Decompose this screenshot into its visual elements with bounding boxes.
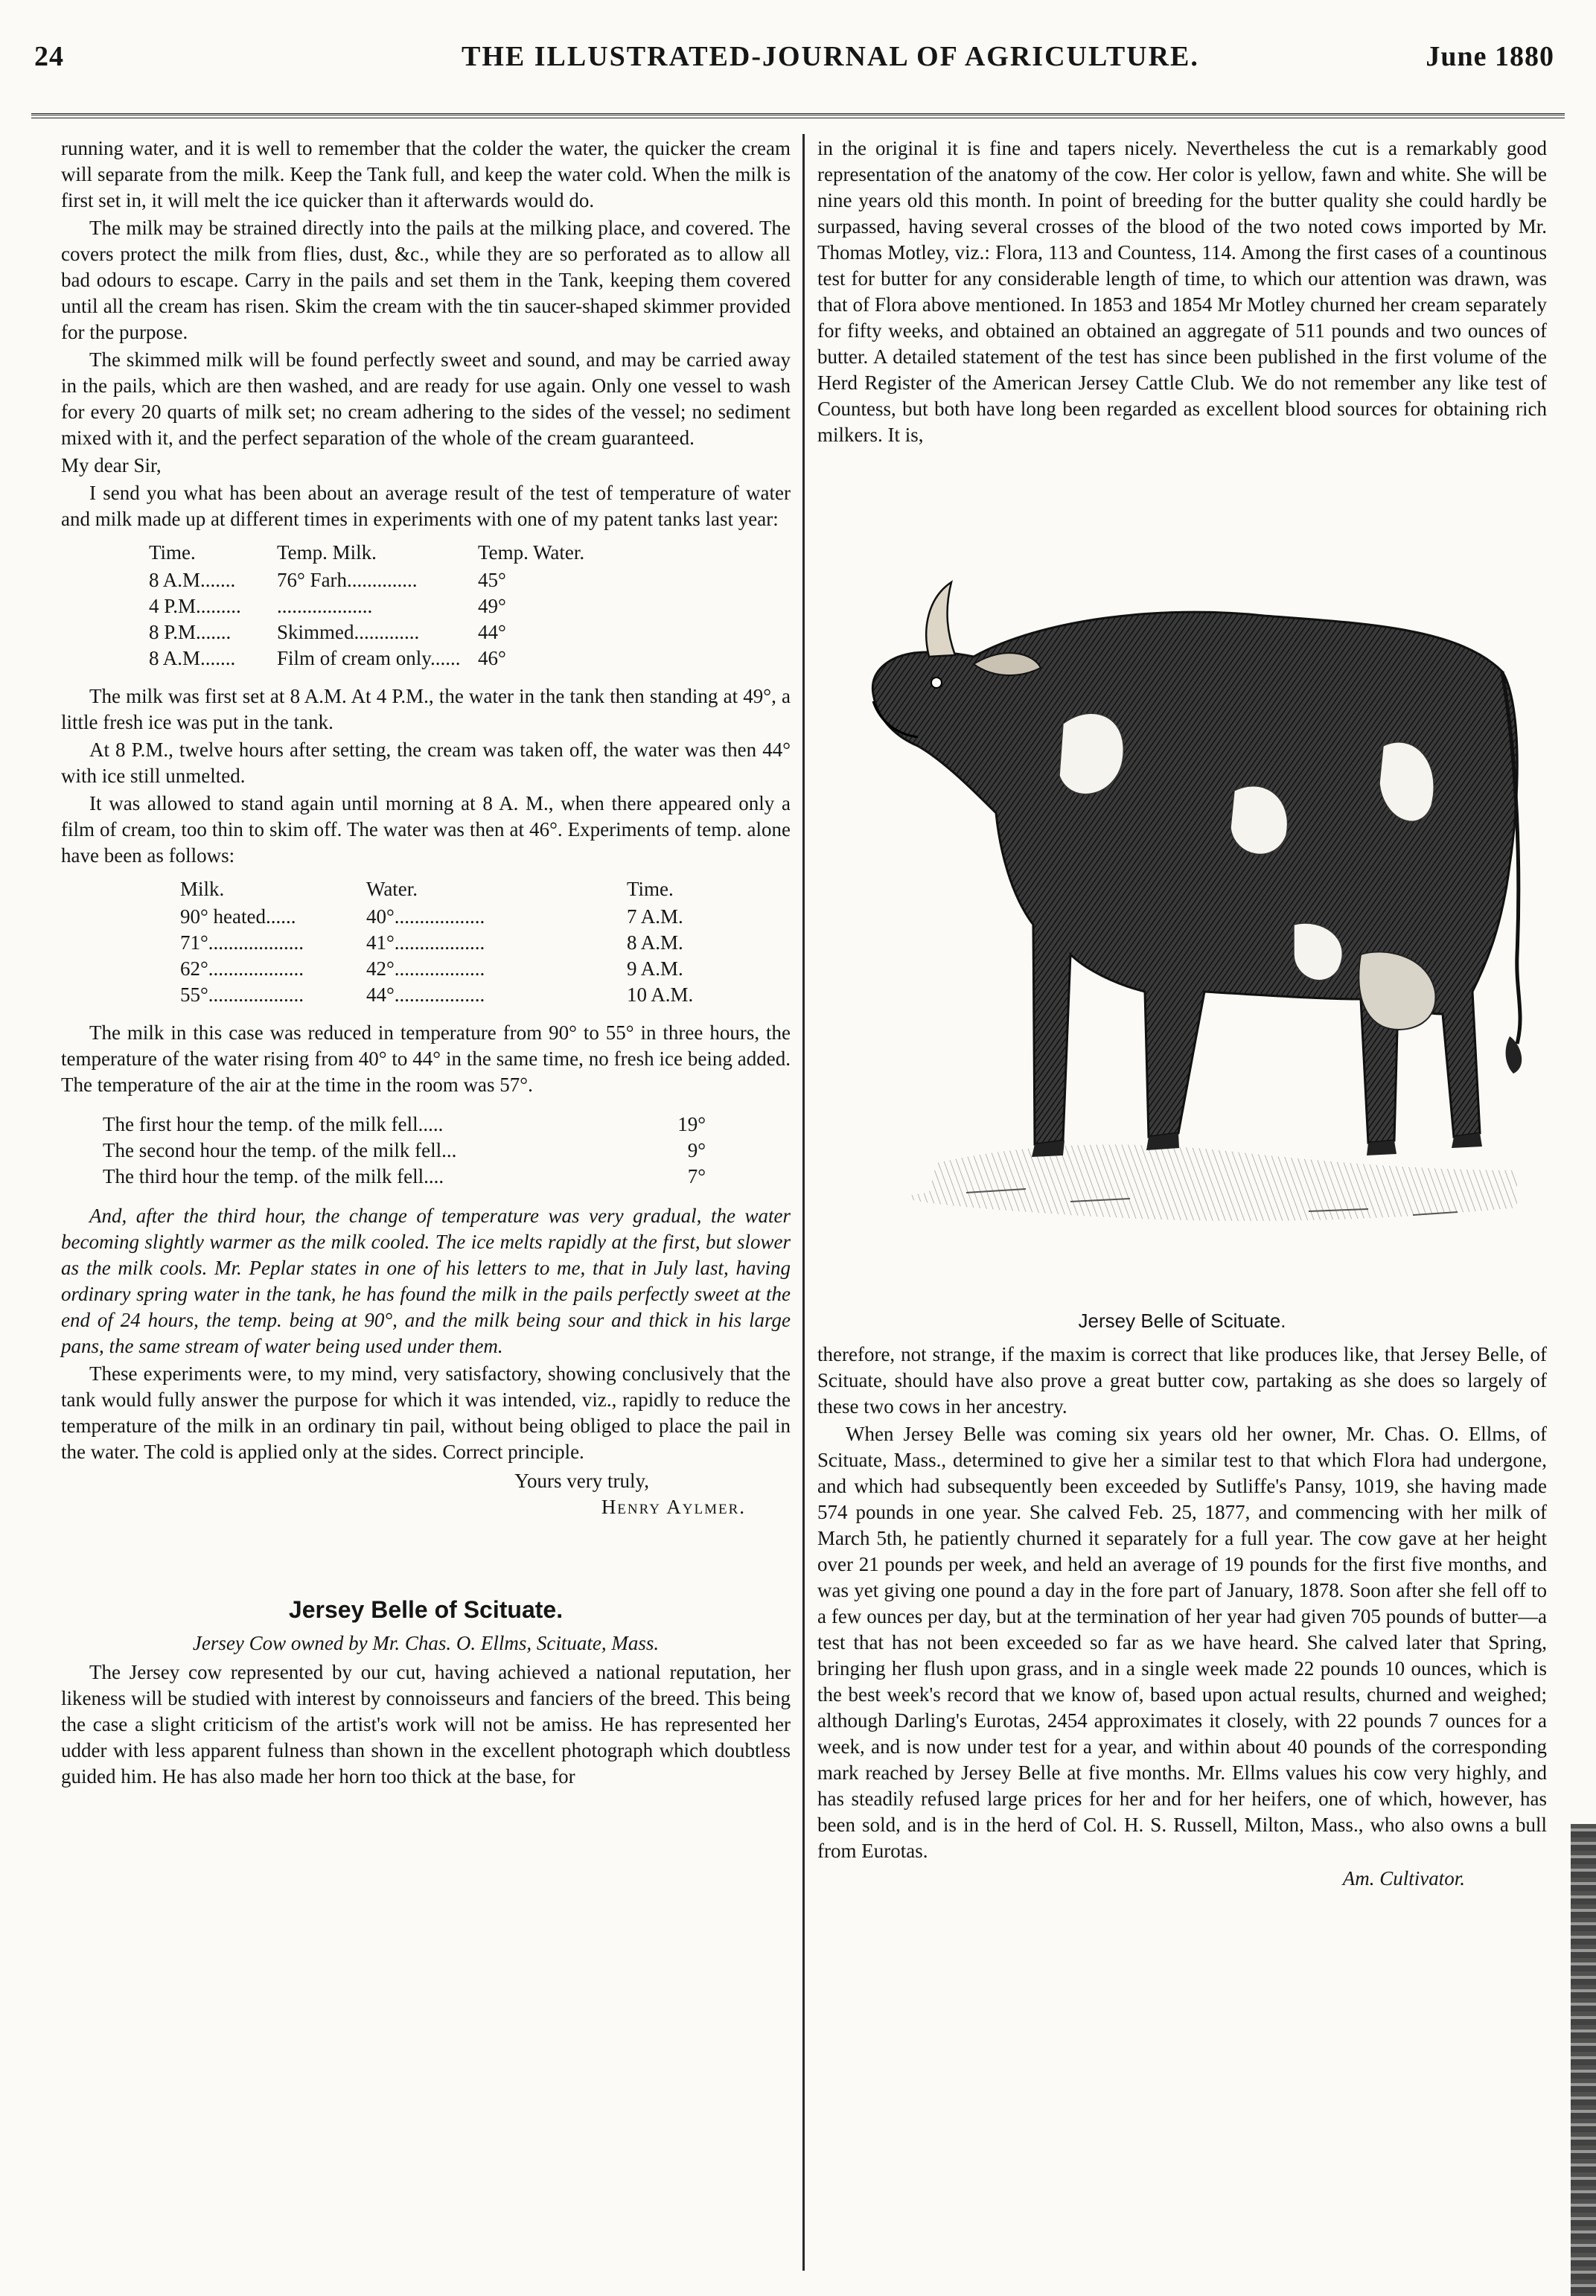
table-cell: 8 A.M....... <box>149 569 236 591</box>
fall-value: 9° <box>687 1139 706 1161</box>
letter-closing: Yours very truly, <box>514 1470 649 1492</box>
temperature-table-2 <box>61 876 791 1008</box>
list-item <box>103 1164 791 1190</box>
column-header: Time. <box>149 541 196 564</box>
table-row <box>61 593 791 619</box>
table-cell: 45° <box>478 569 506 591</box>
source-credit: Am. Cultivator. <box>1342 1867 1465 1890</box>
table-row <box>61 645 791 672</box>
left-column <box>61 135 791 1791</box>
table-cell: 41°.................. <box>366 931 485 954</box>
paragraph: The milk was first set at 8 A.M. At 4 P.M., the water in the tank then standing at 49°, a little fresh ice was put in the tank. <box>61 685 791 733</box>
header-rule <box>31 113 1565 118</box>
table-cell: 76° Farh.............. <box>277 569 418 591</box>
table-cell: Skimmed............. <box>277 621 420 643</box>
ground-shading <box>907 1144 1517 1221</box>
table-cell: 62°................... <box>180 957 304 980</box>
table-cell: 44°.................. <box>366 983 485 1006</box>
table-row <box>61 567 791 593</box>
table-cell: 8 A.M....... <box>149 647 236 669</box>
list-item <box>103 1138 791 1164</box>
table-row <box>61 982 791 1008</box>
column-header: Milk. <box>180 878 225 900</box>
right-column <box>817 135 1547 1892</box>
table-row <box>61 619 791 645</box>
fall-label: The second hour the temp. of the milk fell... <box>103 1139 457 1161</box>
page-number: 24 <box>34 41 64 72</box>
table-cell: 71°................... <box>180 931 304 954</box>
temperature-fall-list <box>61 1112 791 1190</box>
table-cell: ................... <box>277 595 373 617</box>
paragraph: in the original it is fine and tapers nicely. Nevertheless the cut is a remarkably good representation of the anatomy of the cow. Her color is yellow, fawn and white. She will be nine years old this month. In point of breeding for the butter quality she could hardly be surpassed, having several crosses of the blood of the two noted cows imported by Mr. Thomas Motley, viz.: Flora, 113 and Countess, 114. Among the first cases of a countinous test for butter for any considerable length of time, to which our attention was drawn, was that of Flora above mentioned. In 1853 and 1854 Mr Motley churned her cream separately for fifty weeks, and obtained an obtained an aggregate of 511 pounds and two ounces of butter. A detailed statement of the test has since been published in the first volume of the Herd Register of the American Jersey Cattle Club. We do not remember any like test of Countess, but both have long been regarded as excellent blood sources for obtaining rich milkers. It is, <box>817 137 1547 446</box>
column-header: Water. <box>366 878 418 900</box>
fall-label: The first hour the temp. of the milk fell..... <box>103 1113 444 1135</box>
table-cell: Film of cream only...... <box>277 647 461 669</box>
column-header: Time. <box>627 878 674 900</box>
paragraph: It was allowed to stand again until morning at 8 A. M., when there appeared only a film of cream, too thin to skim off. The water was then at 46°. Experiments of temp. alone have been as follows: <box>61 792 791 867</box>
column-divider <box>802 134 805 2271</box>
table-cell: 8 A.M. <box>627 931 683 954</box>
paragraph: At 8 P.M., twelve hours after setting, the cream was taken off, the water was then 44° with ice still unmelted. <box>61 739 791 787</box>
table-cell: 4 P.M......... <box>149 595 241 617</box>
scan-edge-mark <box>1571 1824 1596 2296</box>
list-item <box>103 1112 791 1138</box>
letter-signature: Henry Aylmer. <box>601 1496 746 1518</box>
fall-value: 19° <box>677 1113 706 1135</box>
paragraph: therefore, not strange, if the maxim is correct that like produces like, that Jersey Belle, of Scituate, should have also prove a great butter cow, partaking as she does so largely of these two cows in her ancestry. <box>817 1343 1547 1418</box>
paragraph: The Jersey cow represented by our cut, having achieved a national reputation, her likeness will be studied with interest by connoisseurs and fanciers of the breed. This being the case a slight criticism of the artist's work will not be amiss. He has represented her udder with less apparent fulness than shown in the excellent photograph which doubtless guided him. He has also made her horn too thick at the base, for <box>61 1661 791 1788</box>
table-cell: 42°.................. <box>366 957 485 980</box>
letter-salutation: My dear Sir, <box>61 454 162 476</box>
journal-title: THE ILLUSTRATED-JOURNAL OF AGRICULTURE. <box>462 41 1199 72</box>
paragraph: I send you what has been about an average result of the test of temperature of water and milk made up at different times in experiments with one of my patent tanks last year: <box>61 482 791 530</box>
temperature-table-1 <box>61 540 791 672</box>
table-header <box>61 876 791 902</box>
paragraph: The skimmed milk will be found perfectly sweet and sound, and may be carried away in the pails, which are then washed, and are ready for use again. Only one vessel to wash for every 20 quarts of milk set; no cream adhering to the sides of the vessel; no sediment mixed with it, and the perfect separation of the whole of the cream guaranteed. <box>61 348 791 449</box>
paragraph: The milk in this case was reduced in temperature from 90° to 55° in three hours, the temperature of the water rising from 40° to 44° in the same time, no fresh ice being added. The temperature of the air at the time in the room was 57°. <box>61 1021 791 1096</box>
article-title: Jersey Belle of Scituate. <box>288 1596 564 1623</box>
fall-value: 7° <box>687 1165 706 1187</box>
article-subtitle: Jersey Cow owned by Mr. Chas. O. Ellms, Scituate, Mass. <box>192 1632 660 1654</box>
table-row <box>61 956 791 982</box>
table-cell: 10 A.M. <box>627 983 694 1006</box>
column-header: Temp. Water. <box>478 541 585 564</box>
table-cell: 90° heated...... <box>180 905 296 928</box>
cow-body <box>872 582 1522 1157</box>
column-header: Temp. Milk. <box>277 541 377 564</box>
figure-caption: Jersey Belle of Scituate. <box>1078 1310 1286 1332</box>
table-row <box>61 904 791 930</box>
jersey-cow-engraving <box>847 478 1532 1297</box>
table-cell: 9 A.M. <box>627 957 683 980</box>
paragraph: And, after the third hour, the change of temperature was very gradual, the water becoming slightly warmer as the milk cooled. The ice melts rapidly at the first, but slower as the milk cools. Mr. Peplar states in one of his letters to me, that in July last, having ordinary spring water in the tank, he has found the milk in the pails perfectly sweet at the end of 24 hours, the temp. being at 90°, and the milk being sour and thick in his large pans, the same stream of water being used under them. <box>61 1205 791 1357</box>
fall-label: The third hour the temp. of the milk fell.... <box>103 1165 444 1187</box>
table-row <box>61 930 791 956</box>
table-cell: 49° <box>478 595 506 617</box>
table-cell: 55°................... <box>180 983 304 1006</box>
table-cell: 46° <box>478 647 506 669</box>
issue-date: June 1880 <box>1426 41 1554 72</box>
table-header <box>61 540 791 566</box>
table-cell: 40°.................. <box>366 905 485 928</box>
cow-illustration <box>817 478 1547 1334</box>
table-cell: 7 A.M. <box>627 905 683 928</box>
paragraph: When Jersey Belle was coming six years old her owner, Mr. Chas. O. Ellms, of Scituate, Mass., determined to give her a similar test to that which Flora had undergone, and which had subsequently been exceeded by Sutliffe's Pansy, 1019, she having made 574 pounds in one year. She calved Feb. 25, 1877, and commencing with her milk of March 5th, he patiently churned it separately for a full year. The cow gave at her height over 21 pounds per week, and held an average of 19 pounds for the first five months, and was yet giving one pound a day in the fore part of January, 1878. Soon after she fell off to a few ounces per day, but at the termination of her year had given 705 pounds of butter—a test that has not been exceeded so far as we have heard. She calved later that Spring, bringing her flush upon grass, and in a single week made 22 pounds 10 ounces, which is the best week's record that we know of, based upon actual results, churned and weighed; although Darling's Eurotas, 2454 approximates it closely, with 22 pounds 7 ounces for a week, and is now under test for a year, and within about 40 pounds of the corresponding mark reached by Jersey Belle at five months. Mr. Ellms values his cow very highly, and has steadily refused large prices for her and for her heifers, one of which, however, has been sold, and is in the herd of Col. H. S. Russell, Milton, Mass., who also owns a bull from Eurotas. <box>817 1423 1547 1862</box>
table-cell: 8 P.M....... <box>149 621 232 643</box>
paragraph: running water, and it is well to remember that the colder the water, the quicker the cream will separate from the milk. Keep the Tank full, and keep the water cold. When the milk is first set in, it will melt the ice quicker than it afterwards would do. <box>61 137 791 211</box>
table-cell: 44° <box>478 621 506 643</box>
paragraph: The milk may be strained directly into the pails at the milking place, and covered. The covers protect the milk from flies, dust, &c., while they are so perforated as to allow all bad odours to escape. Carry in the pails and set them in the Tank, keeping them covered until all the cream has risen. Skim the cream with the tin saucer-shaped skimmer provided for the purpose. <box>61 217 791 343</box>
paragraph: These experiments were, to my mind, very satisfactory, showing conclusively that the tank would fully answer the purpose for which it was intended, viz., rapidly to reduce the temperature of the milk in an ordinary tin pail, without being obliged to place the pail in the water. The cold is applied only at the sides. Correct principle. <box>61 1362 791 1463</box>
